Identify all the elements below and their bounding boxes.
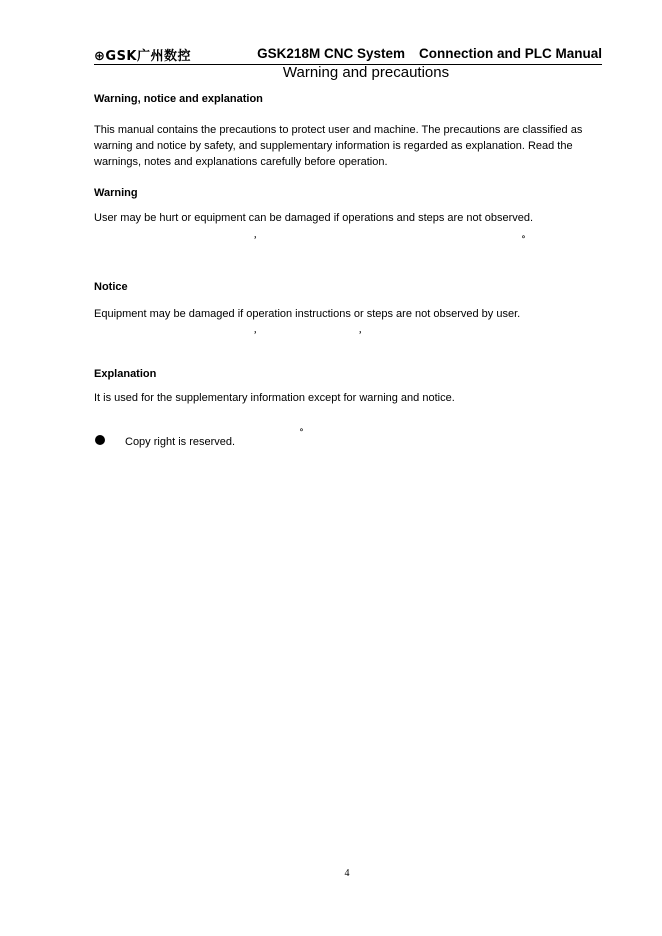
gsk-logo: ⊕GSK广州数控 — [94, 49, 191, 64]
warning-paragraph: User may be hurt or equipment can be damaged if operations and steps are not observed. — [94, 212, 534, 224]
page-title: Warning and precautions — [282, 64, 450, 81]
notice-paragraph: Equipment may be damaged if operation instructions or steps are not observed by user. — [94, 308, 521, 320]
page-header — [94, 44, 602, 65]
system-name: GSK218M CNC System — [257, 46, 405, 61]
intro-paragraph: This manual contains the precautions to protect user and machine. The precautions are classified as warning and notice by safety, and supplementary information is regarded as explanation. Read the warnings, notes and explanations carefully before operation. — [94, 124, 583, 168]
manual-name: Connection and PLC Manual — [418, 46, 602, 61]
header-title — [257, 46, 602, 61]
notice-heading: Notice — [94, 281, 128, 293]
residual-comma-mark: ， — [359, 325, 367, 334]
explanation-heading: Explanation — [94, 368, 157, 380]
warning-heading: Warning — [94, 187, 138, 199]
intro-heading: Warning, notice and explanation — [94, 93, 263, 105]
bullet-dot — [95, 435, 105, 445]
residual-stop-mark: 。 — [522, 230, 530, 239]
explanation-paragraph: It is used for the supplementary information except for warning and notice. — [94, 392, 455, 404]
page-number: 4 — [344, 868, 350, 879]
copyright-text: Copy right is reserved. — [125, 436, 236, 448]
residual-comma-mark: ， — [254, 325, 262, 334]
residual-stop-mark: 。 — [300, 423, 308, 432]
residual-comma-mark: ， — [254, 230, 262, 239]
